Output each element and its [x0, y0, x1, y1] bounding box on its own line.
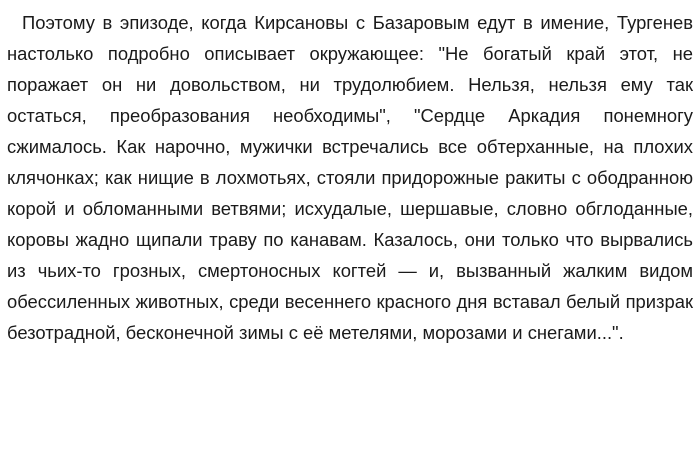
document-page — [7, 7, 693, 348]
body-paragraph: Поэтому в эпизоде, когда Кирсановы с Базаровым едут в имение, Тургенев настолько подробно описывает окружающее: "Не богатый край этот, не поражает он ни довольством, ни трудолюбием. Нельзя, нельзя ему так остаться, преобразования необходимы", "Сердце Аркадия понемногу сжималось. Как нарочно, мужички встречались все обтерханные, на плохих клячонках; как нищие в лохмотьях, стояли придорожные ракиты с ободранною корой и обломанными ветвями; исхудалые, шершавые, словно обглоданные, коровы жадно щипали траву по канавам. Казалось, они только что вырвались из чьих-то грозных, смертоносных когтей — и, вызванный жалким видом обессиленных животных, среди весеннего красного дня вставал белый призрак безотрадной, бесконечной зимы с её метелями, морозами и снегами...". — [7, 12, 693, 343]
